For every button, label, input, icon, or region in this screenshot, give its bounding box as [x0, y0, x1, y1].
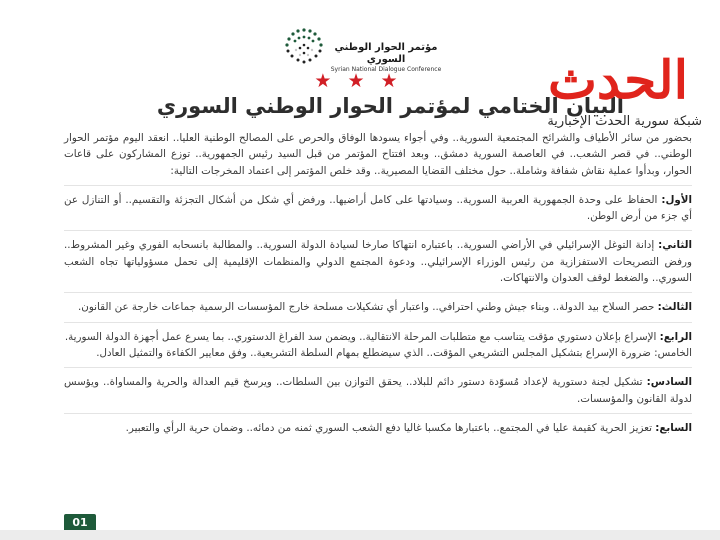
channel-caption: شبكة سورية الحدث الإخبارية [547, 114, 702, 129]
star-icon: ★ [314, 70, 332, 92]
item-label: الرابع: [659, 330, 692, 343]
item-text: تعزيز الحرية كقيمة عليا في المجتمع.. باعتبارها مكسبا غاليا دفع الشعب السوري ثمنه من دمائه.. وضمان حرية الرأي والتعبير. [125, 421, 656, 434]
red-stars-row [296, 71, 416, 91]
item-text: تشكيل لجنة دستورية لإعداد مُسوّدة دستور دائم للبلاد.. يحقق التوازن بين السلطات.. ويرسخ قيم العدالة والحرية والمساواة.. ويؤسس لدولة القانون والمؤسسات. [64, 376, 692, 405]
list-item [64, 329, 692, 345]
divider [64, 322, 692, 323]
list-item [64, 299, 692, 315]
list-item [64, 345, 692, 361]
item-label: الثاني: [658, 239, 692, 252]
divider [64, 367, 692, 368]
divider [64, 413, 692, 414]
conference-name-arabic: مؤتمر الحوار الوطني السوري [334, 42, 438, 65]
item-text: الإسراع بإعلان دستوري مؤقت يتناسب مع متطلبات المرحلة الانتقالية.. ويضمن سد الفراغ الدستوري.. بما يسرع عمل أجهزة الدولة السورية. [64, 330, 660, 343]
document-title: البيان الختامي لمؤتمر الحوار الوطني السوري [156, 94, 624, 118]
item-text: حصر السلاح بيد الدولة.. وبناء جيش وطني احترافي.. واعتبار أي تشكيلات مسلحة خارج المؤسسات الرسمية جماعات خارجة عن القانون. [77, 301, 658, 314]
star-icon: ★ [380, 70, 398, 92]
star-icon: ★ [347, 70, 365, 92]
divider [64, 292, 692, 293]
item-label: الثالث: [657, 301, 692, 314]
item-text: إدانة التوغل الإسرائيلي في الأراضي السورية.. باعتباره انتهاكا صارخا لسيادة الدولة السورية.. والمطالبة بانسحابه الفوري وغير المشروط.. ورفض التصريحات الاستفزازية من رئيس الوزراء الإسرائيلي.. ودعوة المجتمع الدولي والمنظمات الإقليمية إلى تحمل مسؤولياتها تجاه الشعب السوري.. والضغط لوقف العدوان والانتهاكات. [64, 239, 692, 285]
list-item [64, 420, 692, 436]
divider [64, 230, 692, 231]
item-label: السابع: [655, 421, 692, 434]
list-item [64, 237, 692, 286]
intro-paragraph: بحضور من سائر الأطياف والشرائح المجتمعية السورية.. وفي أجواء يسودها الوفاق والحرص على المصالح الوطنية العليا.. انعقد اليوم مؤتمر الحوار الوطني.. في قصر الشعب.. في العاصمة السورية دمشق.. وبعد افتتاح المؤتمر من قبل السيد رئيس الجمهورية.. توزع المشاركون على قاعات الحوار، وبدأوا عملية نقاش شفافة وشاملة.. حول مختلف القضايا المصيرية.. وقد خلص المؤتمر إلى اعتماد المخرجات التالية: [64, 132, 692, 177]
page-number-badge: 01 [64, 514, 96, 532]
divider [64, 185, 692, 186]
item-text: الخامس: ضرورة الإسراع بتشكيل المجلس التشريعي المؤقت.. الذي سيضطلع بمهام السلطة التشريعية.. وفق معايير الكفاءة والتمثيل العادل. [96, 346, 692, 359]
item-label: الأول: [661, 193, 692, 206]
list-item [64, 374, 692, 407]
conference-logo [282, 20, 444, 72]
dotted-emblem-icon [282, 26, 326, 66]
channel-logo-text: الحدث [547, 50, 689, 111]
item-label: السادس: [646, 376, 692, 389]
item-text: الحفاظ على وحدة الجمهورية العربية السورية.. وسيادتها على كامل أراضيها.. ورفض أي شكل من أشكال التجزئة والتقسيم.. أو التنازل عن أي جزء من أرض الوطن. [64, 193, 692, 223]
conference-name-english: Syrian National Dialogue Conference [330, 66, 442, 73]
statement-body [64, 130, 692, 436]
channel-logo [538, 44, 698, 114]
list-item [64, 192, 692, 225]
bottom-strip [0, 530, 720, 540]
